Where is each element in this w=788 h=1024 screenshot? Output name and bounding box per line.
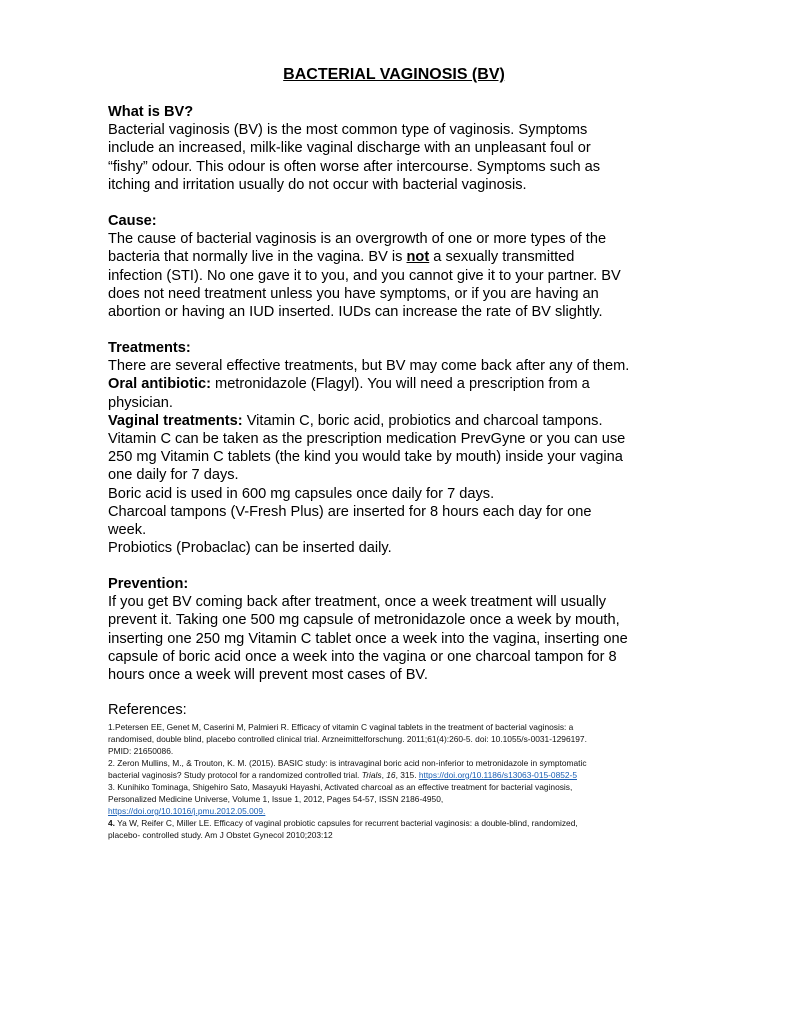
heading-treatments: Treatments: [108, 340, 191, 356]
oral-antibiotic-label: Oral antibiotic: [108, 376, 211, 393]
oral-antibiotic-text: metronidazole (Flagyl). You will need a prescription from a [210, 376, 590, 393]
reference-2-line-2 [108, 769, 688, 781]
boric-acid-line: Boric acid is used in 600 mg capsules once daily for 7 days. [108, 485, 495, 502]
reference-2-doi-link[interactable]: https://doi.org/10.1186/s13063-015-0852-5 [418, 770, 577, 780]
reference-4-number: 4. [108, 818, 115, 828]
charcoal-line-2: week. [108, 522, 147, 539]
cause-line-1: The cause of bacterial vaginosis is an overgrowth of one or more types of the [108, 231, 607, 248]
what-is-line-1: Bacterial vaginosis (BV) is the most common type of vaginosis. Symptoms [108, 122, 588, 139]
reference-3-line-1: 3. Kunihiko Tominaga, Shigehiro Sato, Masayuki Hayashi, Activated charcoal as an effective treatment for bacterial vaginosis, [108, 782, 573, 792]
heading-prevention: Prevention: [108, 576, 189, 592]
reference-2-pre: bacterial vaginosis? Study protocol for a randomized controlled trial. [108, 770, 362, 780]
heading-cause: Cause: [108, 213, 157, 229]
reference-2-journal: Trials [361, 770, 382, 780]
vitamin-c-line-2: 250 mg Vitamin C tablets (the kind you would take by mouth) inside your vagina [108, 449, 623, 466]
prevention-line-1: If you get BV coming back after treatment, once a week treatment will usually [108, 594, 607, 611]
cause-line-2-post: a sexually transmitted [429, 249, 575, 266]
reference-3-line-2: Personalized Medicine Universe, Volume 1, Issue 1, 2012, Pages 54-57, ISSN 2186-4950, [108, 794, 444, 804]
prevention-line-4: capsule of boric acid once a week into the vagina or one charcoal tampon for 8 [108, 648, 617, 665]
section-cause [108, 212, 688, 321]
section-prevention [108, 575, 688, 684]
reference-4-line-1 [108, 817, 688, 829]
prevention-line-3: inserting one 250 mg Vitamin C tablet once a week into the vagina, inserting one [108, 630, 628, 647]
cause-line-2-pre: bacteria that normally live in the vagina. BV is [108, 249, 407, 266]
prevention-line-2: prevent it. Taking one 500 mg capsule of metronidazole once a week by mouth, [108, 612, 620, 629]
heading-what-is-bv: What is BV? [108, 104, 194, 120]
what-is-line-2: include an increased, milk-like vaginal discharge with an unpleasant foul or [108, 140, 591, 157]
cause-line-3: infection (STI). No one gave it to you, and you cannot give it to your partner. BV [108, 267, 621, 284]
vitamin-c-line-1: Vitamin C can be taken as the prescription medication PrevGyne or you can use [108, 431, 626, 448]
charcoal-line-1: Charcoal tampons (V-Fresh Plus) are inserted for 8 hours each day for one [108, 503, 592, 520]
reference-2-volume: 16 [386, 770, 396, 780]
section-what-is-bv [108, 103, 688, 194]
reference-1-line-2: randomised, double blind, placebo controlled clinical trial. Arzneimittelforschung. 2011;61(4):260-5. doi: 10.1055/s-0031-1296197. [108, 734, 587, 744]
reference-2-comma: , [381, 770, 387, 780]
what-is-line-4: itching and irritation usually do not occur with bacterial vaginosis. [108, 176, 527, 193]
vitamin-c-line-3: one daily for 7 days. [108, 467, 239, 484]
page-title: BACTERIAL VAGINOSIS (BV) [283, 66, 505, 83]
what-is-line-3: “fishy” odour. This odour is often worse after intercourse. Symptoms such as [108, 158, 601, 175]
reference-2-line-1: 2. Zeron Mullins, M., & Trouton, K. M. (2015). BASIC study: is intravaginal boric acid non-inferior to metronidazole in symptomatic [108, 758, 587, 768]
vaginal-treatments-line [108, 412, 688, 430]
oral-antibiotic-cont: physician. [108, 394, 173, 411]
prevention-line-5: hours once a week will prevent most cases of BV. [108, 667, 428, 684]
probiotics-line: Probiotics (Probaclac) can be inserted daily. [108, 540, 392, 557]
cause-line-4: does not need treatment unless you have symptoms, or if you are having an [108, 285, 599, 302]
cause-line-2 [108, 248, 688, 266]
reference-3-line-3 [108, 805, 688, 817]
heading-references: References: [108, 702, 187, 718]
section-treatments [108, 339, 688, 557]
references-section [108, 701, 688, 841]
oral-antibiotic-line [108, 375, 688, 393]
reference-4-line-2: placebo- controlled study. Am J Obstet Gynecol 2010;203:12 [108, 830, 333, 840]
reference-1-line-3: PMID: 21650086. [108, 746, 174, 756]
cause-line-5: abortion or having an IUD inserted. IUDs can increase the rate of BV slightly. [108, 304, 603, 321]
treatments-line-1: There are several effective treatments, but BV may come back after any of them. [108, 358, 630, 375]
reference-1-line-1: 1.Petersen EE, Genet M, Caserini M, Palmieri R. Efficacy of vitamin C vaginal tablets in the treatment of bacterial vaginosis: a [108, 722, 574, 732]
reference-3-doi-link[interactable]: https://doi.org/10.1016/j.pmu.2012.05.009. [108, 806, 266, 816]
vaginal-treatments-label: Vaginal treatments: [108, 412, 243, 429]
reference-2-pages: , 315. [395, 770, 419, 780]
vaginal-treatments-text: Vitamin C, boric acid, probiotics and charcoal tampons. [242, 412, 603, 429]
reference-4-text: Ya W, Reifer C, Miller LE. Efficacy of vaginal probiotic capsules for recurrent bacterial vaginosis: a double-blind, randomized, [115, 818, 578, 828]
cause-not-emphasis: not [406, 249, 430, 266]
